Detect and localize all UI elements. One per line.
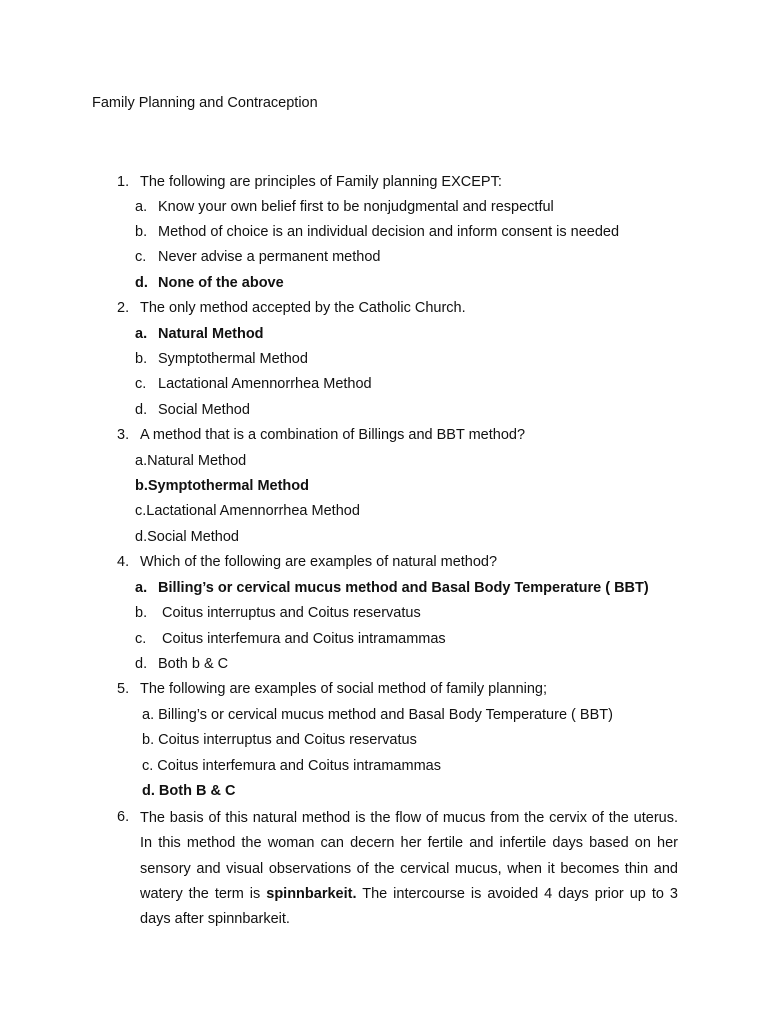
question-text: A method that is a combination of Billings and BBT method? [140, 427, 526, 443]
question-number: 5. [117, 681, 130, 697]
option-text: d. Both B & C [142, 783, 236, 799]
option-letter: c. [135, 249, 147, 265]
question-number: 2. [117, 300, 130, 316]
option-text: Social Method [158, 402, 250, 418]
question-number: 6. [117, 809, 130, 825]
question-number: 4. [117, 554, 130, 570]
question-text: The following are examples of social method of family planning; [140, 681, 548, 697]
option-letter: b. [135, 605, 148, 621]
option-text: Never advise a permanent method [158, 249, 381, 265]
question-number: 3. [117, 427, 130, 443]
option-text: None of the above [158, 275, 284, 291]
question-6-paragraph [140, 806, 678, 932]
option-text: a.Natural Method [135, 453, 247, 469]
option-text: Lactational Amennorrhea Method [158, 376, 372, 392]
option-text: b.Symptothermal Method [135, 478, 310, 494]
option-letter: b. [135, 351, 148, 367]
document-title: Family Planning and Contraception [92, 95, 318, 111]
option-text: Method of choice is an individual decision and inform consent is needed [158, 224, 620, 240]
option-text: Coitus interruptus and Coitus reservatus [162, 605, 421, 621]
paragraph-text: The basis of this natural method is the flow of mucus from the cervix of the uterus. In this method the woman can decern her fertile and infertile days based on her sensory and visual observations of the cervical mucus, when it becomes thin and watery the term is [140, 810, 678, 902]
option-letter: c. [135, 631, 147, 647]
option-text: c.Lactational Amennorrhea Method [135, 503, 360, 519]
option-text: Symptothermal Method [158, 351, 308, 367]
key-term: spinnbarkeit. [266, 885, 357, 902]
option-letter: a. [135, 326, 148, 342]
option-text: a. Billing’s or cervical mucus method and Basal Body Temperature ( BBT) [142, 707, 613, 723]
option-letter: d. [135, 275, 148, 291]
question-text: The following are principles of Family planning EXCEPT: [140, 174, 502, 190]
option-text: Coitus interfemura and Coitus intramammas [162, 631, 446, 647]
question-text: Which of the following are examples of natural method? [140, 554, 498, 570]
option-text: Billing’s or cervical mucus method and Basal Body Temperature ( BBT) [158, 580, 649, 596]
option-text: d.Social Method [135, 529, 239, 545]
option-letter: d. [135, 656, 148, 672]
option-text: b. Coitus interruptus and Coitus reservatus [142, 732, 417, 748]
option-letter: a. [135, 199, 148, 215]
option-text: Know your own belief first to be nonjudgmental and respectful [158, 199, 554, 215]
paragraph-text: The intercourse is avoided 4 days prior up to 3 days after spinnbarkeit. [140, 885, 678, 928]
option-text: Both b & C [158, 656, 229, 672]
question-text: The only method accepted by the Catholic Church. [140, 300, 466, 316]
option-letter: c. [135, 376, 147, 392]
option-letter: a. [135, 580, 148, 596]
option-text: c. Coitus interfemura and Coitus intramammas [142, 758, 441, 774]
option-letter: d. [135, 402, 148, 418]
option-text: Natural Method [158, 326, 264, 342]
question-number: 1. [117, 174, 130, 190]
option-letter: b. [135, 224, 148, 240]
